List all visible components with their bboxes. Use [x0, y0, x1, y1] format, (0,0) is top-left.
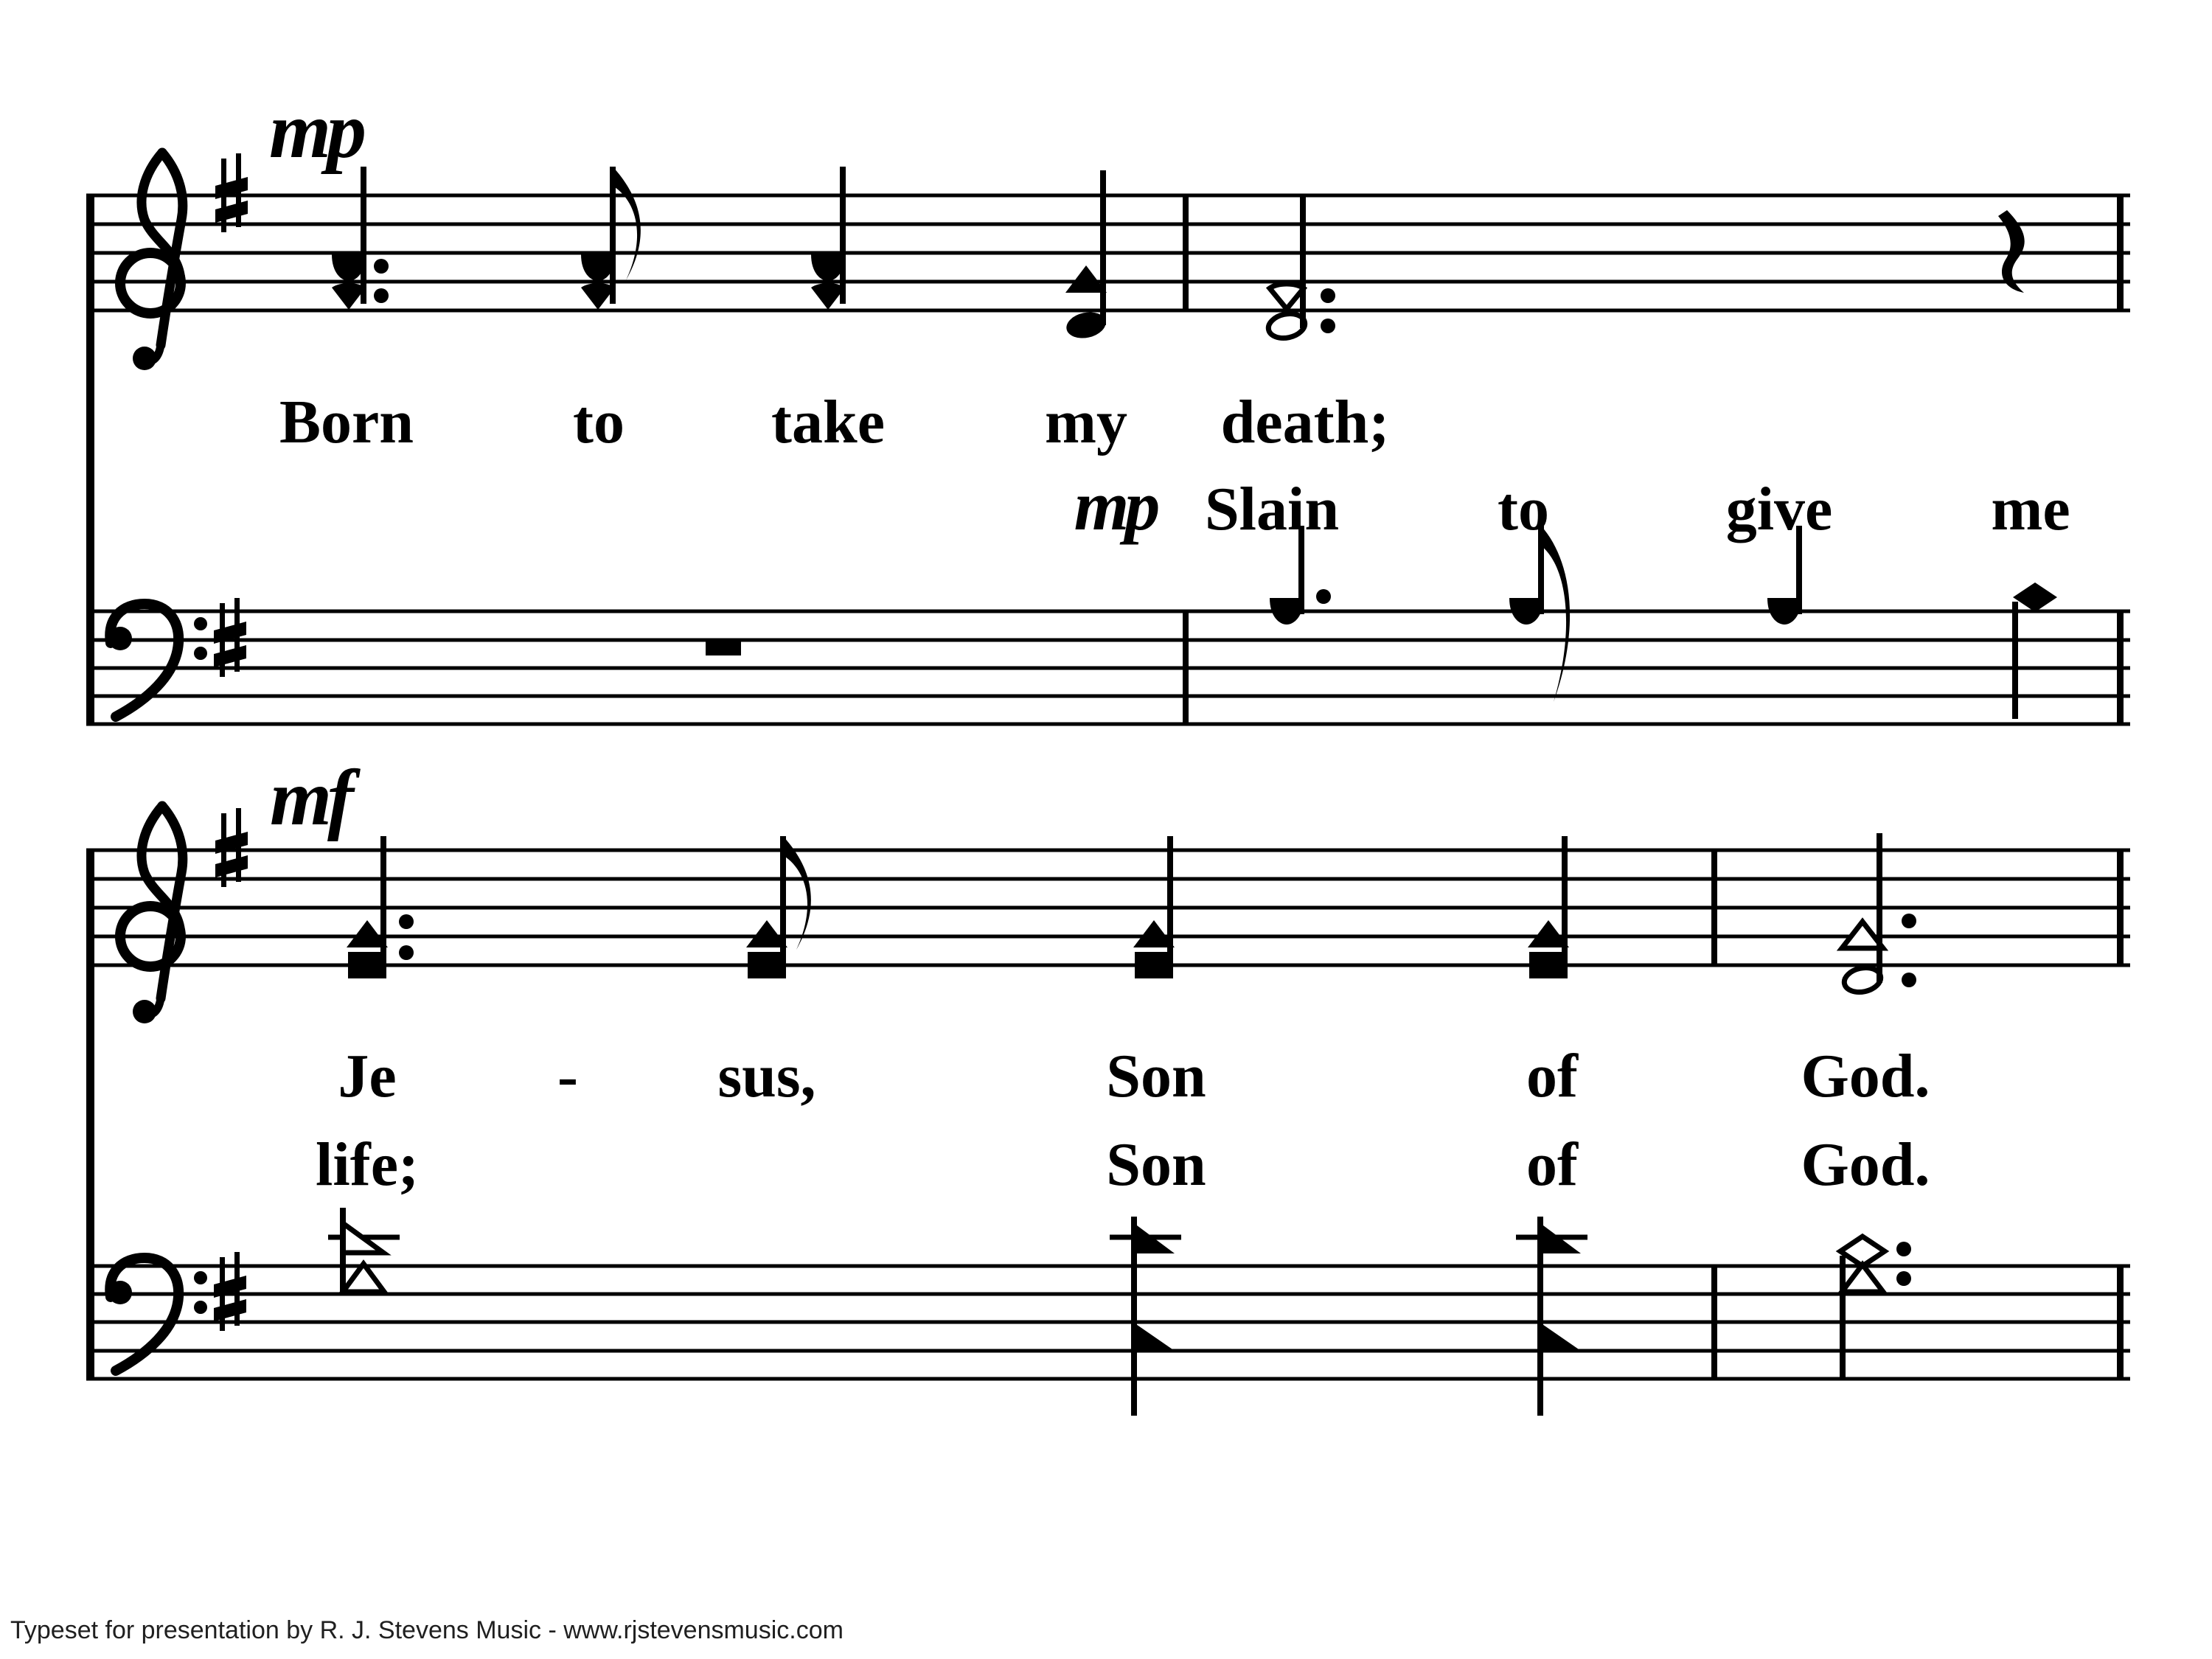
lyric-syllable: me: [1991, 475, 2070, 543]
lyric-syllable: Je: [338, 1042, 397, 1110]
lyric-line-2-system2: [316, 1130, 1930, 1199]
system-1-mid-barline-treble: [1183, 195, 1189, 310]
footer-credit: Typeset for presentation by R. J. Stevens Music - www.rjstevensmusic.com: [10, 1616, 844, 1644]
system-1-end-barline-bass: [2117, 611, 2124, 724]
lyric-line-2-tenor: [1074, 466, 2070, 545]
system-1-mid-barline-bass: [1183, 611, 1189, 724]
eighth-flag-icon: [1541, 526, 1570, 702]
bass-clef-icon: [108, 1258, 207, 1371]
treble-clef-icon: [120, 153, 183, 370]
augmentation-dot: [1896, 1242, 1911, 1256]
lyric-syllable: Born: [279, 388, 414, 456]
note-to-eighth-bass: [1509, 526, 1570, 702]
lyric-syllable: of: [1526, 1130, 1578, 1199]
note-take-chord: [811, 167, 845, 310]
augmentation-dot: [1321, 319, 1335, 333]
lyric-syllable: Son: [1106, 1042, 1206, 1110]
key-signature-sharp-treble-1: [215, 153, 248, 232]
lyric-syllable: God.: [1801, 1042, 1930, 1110]
system-2-left-barline: [86, 850, 94, 1379]
lyric-syllable: Slain: [1204, 475, 1340, 543]
lyric-syllable: Son: [1106, 1130, 1206, 1199]
dynamic-mp-system1: mp: [268, 87, 363, 175]
system-1: [86, 87, 2130, 724]
dynamic-mf-system2: mf: [270, 754, 349, 842]
whole-rest-icon: [706, 641, 741, 655]
augmentation-dot: [1321, 288, 1335, 303]
note-life-half-chord: [328, 1208, 400, 1292]
augmentation-dot: [374, 259, 389, 274]
note-born-chord: [332, 167, 389, 310]
augmentation-dot: [1896, 1271, 1911, 1286]
lyric-syllable: to: [1498, 475, 1549, 543]
augmentation-dot: [1316, 589, 1331, 604]
lyric-syllable: life;: [316, 1130, 419, 1199]
augmentation-dot: [399, 914, 414, 929]
system-1-left-barline: [86, 195, 94, 724]
note-me-diamond: [2013, 582, 2057, 719]
system-2: [86, 754, 2130, 1416]
key-signature-sharp-bass-2: [214, 1252, 246, 1331]
system-1-bass-staff: [86, 611, 2130, 724]
system-1-treble-staff: [86, 195, 2130, 310]
eighth-flag-icon: [783, 836, 811, 950]
augmentation-dot: [399, 945, 414, 960]
system-2-bass-staff: [86, 1266, 2130, 1379]
lyric-hyphen: -: [557, 1042, 578, 1110]
augmentation-dot: [374, 288, 389, 303]
note-of-quarter-bass: [1516, 1217, 1587, 1416]
lyric-syllable: give: [1725, 475, 1833, 543]
augmentation-dot: [1902, 914, 1916, 928]
note-son-quarter-bass: [1110, 1217, 1181, 1416]
dynamic-mp-tenor: mp: [1074, 466, 1156, 545]
lyric-syllable: take: [771, 388, 885, 456]
lyric-syllable: to: [573, 388, 625, 456]
note-death-dotted-half-chord: [1266, 196, 1335, 341]
system-2-end-barline-bass: [2117, 1266, 2124, 1379]
lyric-line-1-soprano: [279, 388, 1389, 456]
system-2-mid-barline-treble: [1711, 850, 1717, 965]
lyric-syllable: my: [1045, 388, 1127, 456]
bass-clef-icon: [108, 604, 207, 717]
system-2-treble-staff: [86, 850, 2130, 965]
key-signature-sharp-treble-2: [215, 808, 248, 887]
lyric-syllable: death;: [1220, 388, 1390, 456]
augmentation-dot: [1902, 973, 1916, 987]
lyric-syllable: God.: [1801, 1130, 1930, 1199]
lyric-syllable: of: [1526, 1042, 1578, 1110]
lyric-line-1-system2: [338, 1042, 1930, 1110]
lyric-syllable: sus,: [717, 1042, 816, 1110]
note-to-chord-eighth: [581, 167, 641, 310]
note-god-dotted-half-chord-treble: [1842, 833, 1916, 995]
system-1-end-barline-treble: [2117, 195, 2124, 310]
treble-clef-icon: [120, 806, 183, 1023]
system-2-mid-barline-bass: [1711, 1266, 1717, 1379]
system-2-end-barline-treble: [2117, 850, 2124, 965]
note-god-dotted-half-chord-bass: [1840, 1237, 1911, 1379]
